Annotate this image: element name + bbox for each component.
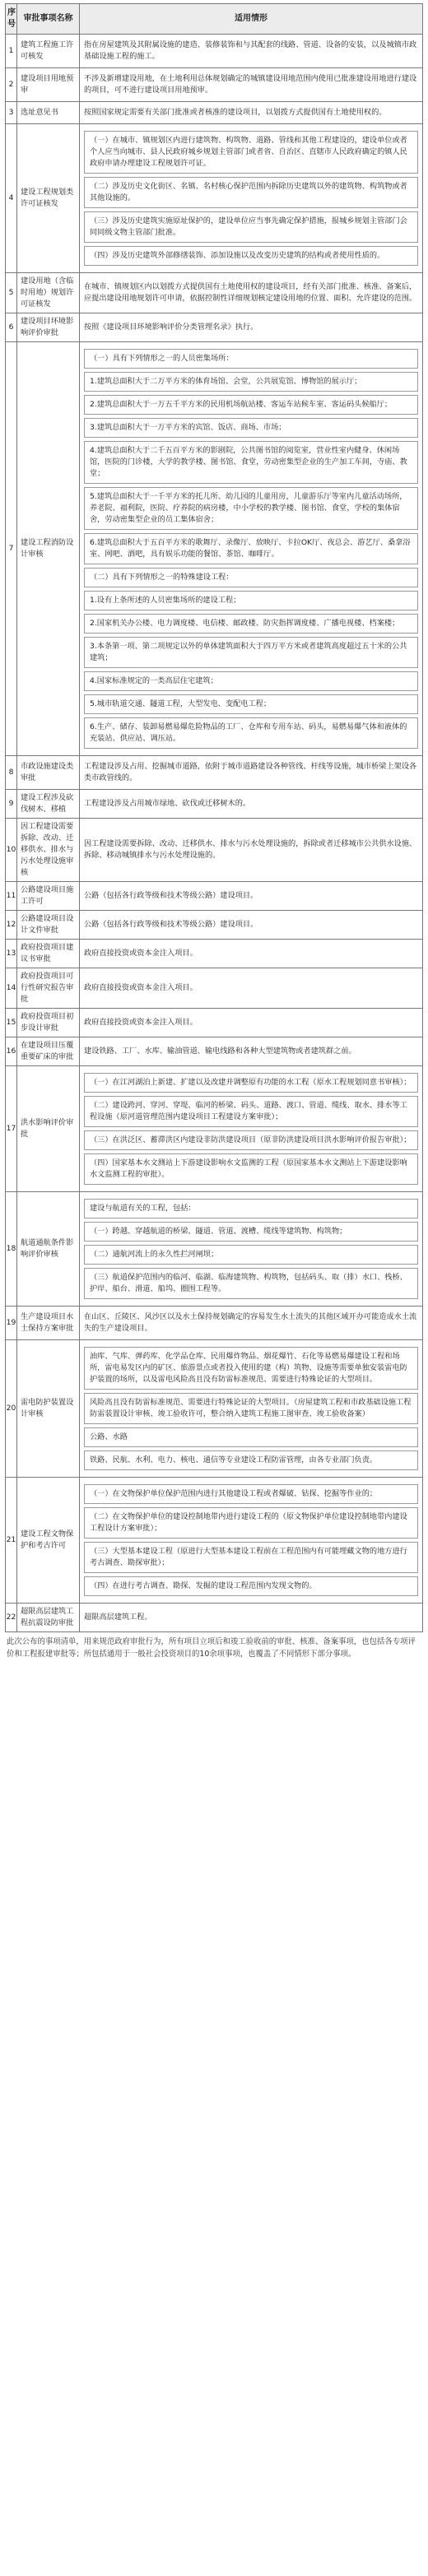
applicable-scope [80, 882, 423, 911]
scope-case-box: （二）建设跨河、穿河、穿堤、临河的桥梁、码头、道路、渡口、管道、缆线、取水、排水等工程设施（原河道管理范围内建设项目工程建设方案审批）； [84, 1096, 418, 1127]
row-number: 15 [6, 1009, 17, 1037]
table-row [6, 1604, 423, 1632]
table-row [6, 882, 423, 911]
scope-case-box: 4.建筑总面积大于二千五百平方米的影剧院，公共图书馆的阅览室，营业性室内健身、休闲场馆，医院的门诊楼，大学的教学楼、图书馆、食堂，劳动密集型企业的生产加工车间，寺庙、教堂； [84, 441, 418, 484]
scope-case-box: 1.设有上条所述的人员密集场所的建设工程； [84, 591, 418, 610]
scope-case-box: 建设与航道有关的工程，包括： [84, 1199, 418, 1218]
scope-case-box: 4.国家标准规定的一类高层住宅建筑； [84, 671, 418, 691]
scope-text: 建设铁路、工厂、水库、输油管道、输电线路和各种大型建筑物或者建筑群之前。 [84, 1047, 356, 1056]
row-number: 19 [6, 1307, 17, 1340]
scope-case-box: 2.建筑总面积大于一万五千平方米的民用机场航站楼、客运车站候车室、客运码头候船厅； [84, 395, 418, 415]
approval-item-name: 市政设施建设类审批 [17, 756, 80, 790]
scope-case-box: （一）跨越、穿越航道的桥梁、隧道、管道、渡槽、缆线等建筑物、构筑物； [84, 1222, 418, 1242]
row-number: 7 [6, 342, 17, 756]
scope-case-box: 公路、水路 [84, 1427, 418, 1447]
approval-item-name: 建设用地（含临时用地）规划许可证核发 [17, 273, 80, 313]
applicable-scope [80, 968, 423, 1009]
page [0, 3, 428, 2576]
scope-case-box: 2.国家机关办公楼、电力调度楼、电信楼、邮政楼、防灾指挥调度楼、广播电视楼、档案楼； [84, 614, 418, 634]
row-number: 22 [6, 1604, 17, 1632]
table-row [6, 342, 423, 756]
scope-case-box: 3.本条第一项、第二项规定以外的单体建筑面积大于四万平方米或者建筑高度超过五十米的公共建筑； [84, 637, 418, 668]
applicable-scope [80, 911, 423, 940]
approval-item-name: 公路建设项目设计文件审批 [17, 911, 80, 940]
scope-case-box: （三）航道保护范围内的临河、临湖、临海建筑物、构筑物，包括码头、取（排）水口、栈桥、护岸、船台、滑道、船坞、圈围工程等。 [84, 1268, 418, 1299]
applicable-scope [80, 102, 423, 124]
column-header-scope: 适用情形 [80, 4, 423, 35]
table-row [6, 273, 423, 313]
scope-text: 公路（包括各行政等级和技术等级公路）建设项目。 [84, 920, 258, 929]
scope-case-box: （四）在进行考古调查、勘探、发掘的建设工程范围内发现文物的。 [84, 1576, 418, 1596]
row-number: 10 [6, 819, 17, 882]
applicable-scope [80, 1340, 423, 1478]
scope-case-box: （三）在洪泛区、蓄滞洪区内建设非防洪建设项目（原非防洪建设项目洪水影响评价报告审批）； [84, 1130, 418, 1150]
approval-item-name: 政府投资项目初步设计审批 [17, 1009, 80, 1037]
scope-case-box: （二）具有下列情形之一的特殊建设工程： [84, 568, 418, 587]
applicable-scope [80, 790, 423, 819]
scope-case-box: （一）在文物保护单位保护范围内进行其他建设工程或者爆破、钻探、挖掘等作业的； [84, 1484, 418, 1504]
approval-item-name: 建设项目环境影响评价审批 [17, 313, 80, 342]
column-header-no: 序号 [6, 4, 17, 35]
row-number: 21 [6, 1478, 17, 1604]
applicable-scope [80, 1192, 423, 1307]
applicable-scope [80, 313, 423, 342]
applicable-scope [80, 1037, 423, 1066]
approval-item-name: 超限高层建筑工程抗震设防审批 [17, 1604, 80, 1632]
row-number: 5 [6, 273, 17, 313]
scope-case-box: （二）在文物保护单位的建设控制地带内进行建设工程的（原文物保护单位建设控制地带内建设工程设计方案审批）； [84, 1507, 418, 1539]
table-row [6, 1340, 423, 1478]
scope-case-box: 铁路、民航、水利、电力、核电、通信等专业建设工程防雷管理，由各专业部门负责。 [84, 1450, 418, 1470]
scope-case-box: （四）涉及历史建筑外部修缮装饰、添加设施以及改变历史建筑的结构或者使用性质的。 [84, 246, 418, 266]
scope-case-box: （四）国家基本水文测站上下游建设影响水文监测的工程（原国家基本水文测站上下游建设影响水文监测工程的审批）。 [84, 1153, 418, 1185]
approval-table [5, 3, 423, 1632]
scope-text: 因工程建设需要拆除、改动、迁移供水、排水与污水处理设施的，拆除或者迁移城市公共供水设施、拆除、移动城镇排水与污水处理设施的。 [84, 839, 417, 860]
row-number: 8 [6, 756, 17, 790]
scope-text: 按照国家规定需要有关部门批准或者核准的建设项目，以划拨方式提供国有土地使用权的。 [84, 108, 387, 117]
approval-item-name: 公路建设项目施工许可 [17, 882, 80, 911]
table-row [6, 1037, 423, 1066]
row-number: 12 [6, 911, 17, 940]
approval-item-name: 航道通航条件影响评价审核 [17, 1192, 80, 1307]
scope-case-box: 1.建筑总面积大于二万平方米的体育场馆、会堂，公共展览馆、博物馆的展示厅； [84, 372, 418, 392]
applicable-scope [80, 1604, 423, 1632]
row-number: 14 [6, 968, 17, 1009]
scope-text: 超限高层建筑工程。 [84, 1613, 152, 1622]
table-row [6, 1478, 423, 1604]
applicable-scope [80, 1307, 423, 1340]
row-number: 3 [6, 102, 17, 124]
scope-case-box: （一）在城市、镇规划区内进行建筑物、构筑物、道路、管线和其他工程建设的，建设单位或者个人应当向城市、县人民政府城乡规划主管部门或者省、自治区、直辖市人民政府确定的镇人民政府申请办理建设工程规划许可证。 [84, 131, 418, 174]
approval-item-name: 建设工程涉及砍伐树木、移植 [17, 790, 80, 819]
scope-text: 指在房屋建筑及其附属设施的建造、装修装饰和与其配套的线路、管道、设备的安装，以及城镇市政基础设施工程的施工。 [84, 40, 417, 61]
table-row [6, 819, 423, 882]
row-number: 4 [6, 124, 17, 273]
approval-item-name: 因工程建设需要拆除、改动、迁移供水、排水与污水处理设施审核 [17, 819, 80, 882]
approval-item-name: 建筑工程施工许可核发 [17, 35, 80, 68]
table-body [6, 35, 423, 1632]
row-number: 18 [6, 1192, 17, 1307]
scope-text: 政府直接投资或资本金注入项目。 [84, 983, 198, 992]
row-number: 17 [6, 1066, 17, 1192]
applicable-scope [80, 124, 423, 273]
table-row [6, 790, 423, 819]
approval-item-name: 生产建设项目水土保持方案审批 [17, 1307, 80, 1340]
approval-item-name: 洪水影响评价审批 [17, 1066, 80, 1192]
row-number: 13 [6, 940, 17, 968]
scope-text: 工程建设涉及占用、挖掘城市道路，依附于城市道路建设各种管线、杆线等设施，城市桥梁上架设各类市政管线的。 [84, 762, 417, 782]
approval-item-name: 政府投资项目可行性研究报告审批 [17, 968, 80, 1009]
approval-item-name: 雷电防护装置设计审核 [17, 1340, 80, 1478]
approval-item-name: 选址意见书 [17, 102, 80, 124]
row-number: 6 [6, 313, 17, 342]
applicable-scope [80, 756, 423, 790]
scope-case-box: 风险高且没有防雷标准规范、需要进行特殊论证的大型项目。（房屋建筑工程和市政基础设施工程防雷装置设计审核、竣工验收许可，整合纳入建筑工程施工图审查、竣工验收备案） [84, 1393, 418, 1424]
approval-item-name: 建设项目用地预审 [17, 68, 80, 102]
applicable-scope [80, 1009, 423, 1037]
approval-item-name: 政府投资项目建议书审批 [17, 940, 80, 968]
scope-case-box: 6.建筑总面积大于五百平方米的歌舞厅、录像厅、放映厅、卡拉OK厅、夜总会、游艺厅、桑拿浴室、网吧、酒吧，具有娱乐功能的餐馆、茶馆、咖啡厅。 [84, 533, 418, 564]
scope-case-box: （一）在江河湖泊上新建、扩建以及改建并调整原有功能的水工程（原水工程规划同意书审核）； [84, 1073, 418, 1093]
table-row [6, 756, 423, 790]
table-row [6, 68, 423, 102]
scope-text: 政府直接投资或资本金注入项目。 [84, 1018, 198, 1027]
applicable-scope [80, 1066, 423, 1192]
scope-case-box: 3.建筑总面积大于一万平方米的宾馆、饭店、商场、市场； [84, 418, 418, 438]
scope-case-box: （二）涉及历史文化街区、名镇、名村核心保护范围内拆除历史建筑以外的建筑物、构筑物或者其他设施的。 [84, 177, 418, 208]
scope-case-box: （三）大型基本建设工程（原进行大型基本建设工程前在工程范围内有可能埋藏文物的地方进行考古调查、勘探审批）； [84, 1542, 418, 1573]
scope-case-box: （一）具有下列情形之一的人员密集场所： [84, 349, 418, 369]
table-row [6, 1192, 423, 1307]
row-number: 9 [6, 790, 17, 819]
scope-case-box: （三）涉及历史建筑实施原址保护的，建设单位应当事先确定保护措施，报城乡规划主管部门会同同级文物主管部门批准。 [84, 211, 418, 243]
scope-text: 工程建设涉及占用城市绿地、砍伐或迁移树木的。 [84, 799, 251, 808]
row-number: 11 [6, 882, 17, 911]
row-number: 16 [6, 1037, 17, 1066]
applicable-scope [80, 68, 423, 102]
approval-item-name: 建设工程消防设计审核 [17, 342, 80, 756]
scope-case-box: 5.城市轨道交通、隧道工程，大型发电、变配电工程； [84, 694, 418, 714]
scope-text: 在山区、丘陵区、风沙区以及水土保持规划确定的容易发生水土流失的其他区域开办可能造成水土流失的生产建设项目。 [84, 1312, 417, 1333]
column-header-name: 审批事项名称 [17, 4, 80, 35]
table-row [6, 1307, 423, 1340]
table-row [6, 940, 423, 968]
scope-case-box: （二）通航河流上的永久性拦河闸坝； [84, 1245, 418, 1265]
table-row [6, 968, 423, 1009]
table-row [6, 313, 423, 342]
scope-case-box: 5.建筑总面积大于一千平方米的托儿所、幼儿园的儿童用房，儿童游乐厅等室内儿童活动场所，养老院、福利院，医院、疗养院的病房楼，中小学校的教学楼、图书馆、食堂，学校的集体宿舍，劳动密集型企业的员工集体宿舍； [84, 487, 418, 530]
table-row [6, 911, 423, 940]
applicable-scope [80, 35, 423, 68]
scope-case-box: 油库、气库、弹药库、化学品仓库、民用爆炸物品、烟花爆竹、石化等易燃易爆建设工程和场所，雷电易发区内的矿区、旅游景点或者投入使用的建（构）筑物、设施等需要单独安装雷电防护装置的场所，以及雷电风险高且没有防雷标准规范、需要进行特殊论证的大型项目。 [84, 1347, 418, 1390]
table-row [6, 124, 423, 273]
table-row [6, 1066, 423, 1192]
applicable-scope [80, 342, 423, 756]
scope-text: 在城市、镇规划区内以划拨方式提供国有土地使用权的建设项目，经有关部门批准、核准、备案后，应提出建设用地规划许可申请，依据控制性详细规划核定建设用地的位置、面积、允许建设的范围。 [84, 282, 417, 303]
scope-case-box: 6.生产、储存、装卸易燃易爆危险物品的工厂、仓库和专用车站、码头，易燃易爆气体和液体的充装站、供应站、调压站。 [84, 717, 418, 749]
table-row [6, 35, 423, 68]
table-row [6, 1009, 423, 1037]
applicable-scope [80, 273, 423, 313]
footer-note: 此次公布的事项清单，用来规范政府审批行为，所有项目立项后和竣工验收前的审批、核准、备案事项，也包括各专项评价和工程报建审批等；所包括通用于一般社会投资项目的10余项事项，也覆盖了不同情形下部分事项。 [7, 1637, 416, 1659]
approval-item-name: 建设工程文物保护和考古许可 [17, 1478, 80, 1604]
table-header-row [6, 4, 423, 35]
row-number: 2 [6, 68, 17, 102]
scope-text: 公路（包括各行政等级和技术等级公路）建设项目。 [84, 891, 258, 900]
row-number: 1 [6, 35, 17, 68]
approval-item-name: 在建设项目压覆重要矿床的审批 [17, 1037, 80, 1066]
scope-text: 按照《建设项目环境影响评价分类管理名录》执行。 [84, 323, 258, 332]
approval-item-name: 建设工程规划类许可证核发 [17, 124, 80, 273]
applicable-scope [80, 1478, 423, 1604]
row-number: 20 [6, 1340, 17, 1478]
applicable-scope [80, 940, 423, 968]
scope-text: 政府直接投资或资本金注入项目。 [84, 949, 198, 958]
applicable-scope [80, 819, 423, 882]
table-row [6, 102, 423, 124]
scope-text: 不涉及新增建设用地，在土地利用总体规划确定的城镇建设用地范围内使用已批准建设用地进行建设的项目，可不进行建设项目用地预审。 [84, 74, 417, 95]
